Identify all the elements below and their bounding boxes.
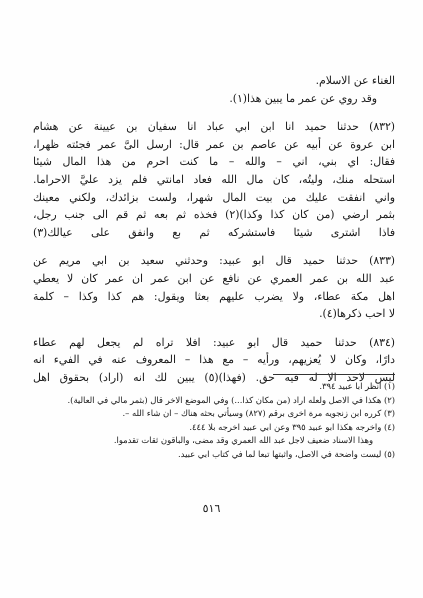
text-line: واني انفقت عليك من بيت المال شهرا، ولست بزائدك، ولكني معينك <box>33 190 395 204</box>
footnote-divider <box>273 374 395 375</box>
text-line: فاذا اشترى شيئا فاستشركه ثم بع وانفق على عيالك(٣) <box>33 225 395 239</box>
text-line: دارًا، وكان لا يُعزيهم، ورأيه – مع هذا – المعروف عنه في الفيء انه <box>33 353 395 367</box>
hadith-834-start: (٨٣٤) حدثنا حميد قال ابو عبيد: افلا تراه لم يجعل لهم عطاء <box>33 335 395 349</box>
footnote-2: (٢) هكذا في الاصل ولعله اراد (من مكان كذا...) وفي الموضع الاخر قال (بثمر مالي في العالية). <box>67 394 395 405</box>
text-line: فقال: اي بني، اني – والله – ما كنت احرم من هذا المال شيئا <box>33 155 395 169</box>
footnote-4-continued: وهذا الاسناد ضعيف لاجل عبد الله العمري وقد مضى، والباقون ثقات تقدموا. <box>113 435 373 446</box>
footnote-5: (٥) ليست واضحة في الاصل، واثبتها تبعا لما في كتاب ابي عبيد. <box>178 448 395 459</box>
footnote-4: (٤) واخرجه هكذا ابو عبيد ٣٩٥ وعن ابي عبيد اخرجه بلا ٤٤٤. <box>189 421 395 432</box>
hadith-833-start: (٨٣٣) حدثنا حميد قال ابو عبيد: وحدثني سعيد بن ابي مريم عن <box>33 254 395 268</box>
footnote-1: (١) انظر ابا عبيد ٣٩٤. <box>319 381 395 391</box>
text-line: الغناء عن الاسلام. <box>315 74 395 87</box>
main-text <box>33 72 395 387</box>
text-line: ليس لاحد الا له فيه حق. (فهذا)(٥) يبين لك انه (اراد) بحقوق اهل <box>33 370 395 384</box>
text-line: لا احب ذكرها(٤). <box>319 307 395 321</box>
text-line: استحله منك، وليتُه، كان مال الله فعاد امانتي فلم يزد عليَّ الاحراما. <box>33 172 395 186</box>
text-line: عبد الله بن عمر العمري عن نافع عن ابن عمر ان عمر كان لا يعطي <box>33 271 395 285</box>
text-line: ابن عروة عن أبيه عن عاصم بن عمر قال: ارسل الىَّ عمر فجئته ظهرا، <box>33 137 395 151</box>
text-line: وقد روي عن عمر ما يبين هذا(١). <box>229 91 377 105</box>
text-line: اهل مكة عطاء، ولا يضرب عليهم بعثا ويقول: هم كذا وكذا – كلمة <box>33 289 395 303</box>
page-number: ٥١٦ <box>202 502 221 515</box>
hadith-832-start: (٨٣٢) حدثنا حميد انا ابن ابي عباد انا سفيان بن عيينة عن هشام <box>33 120 395 134</box>
footnote-3: (٣) كرره ابن زنجويه مرة اخرى برقم (٨٢٧) وسيأتي بحثه هناك – ان شاء الله –. <box>122 408 395 419</box>
footnotes <box>33 380 395 462</box>
text-line: بثمر ارضي (من كان كذا وكذا)(٢) فخذه ثم بعه ثم قم الى جنب رجل، <box>33 208 395 222</box>
